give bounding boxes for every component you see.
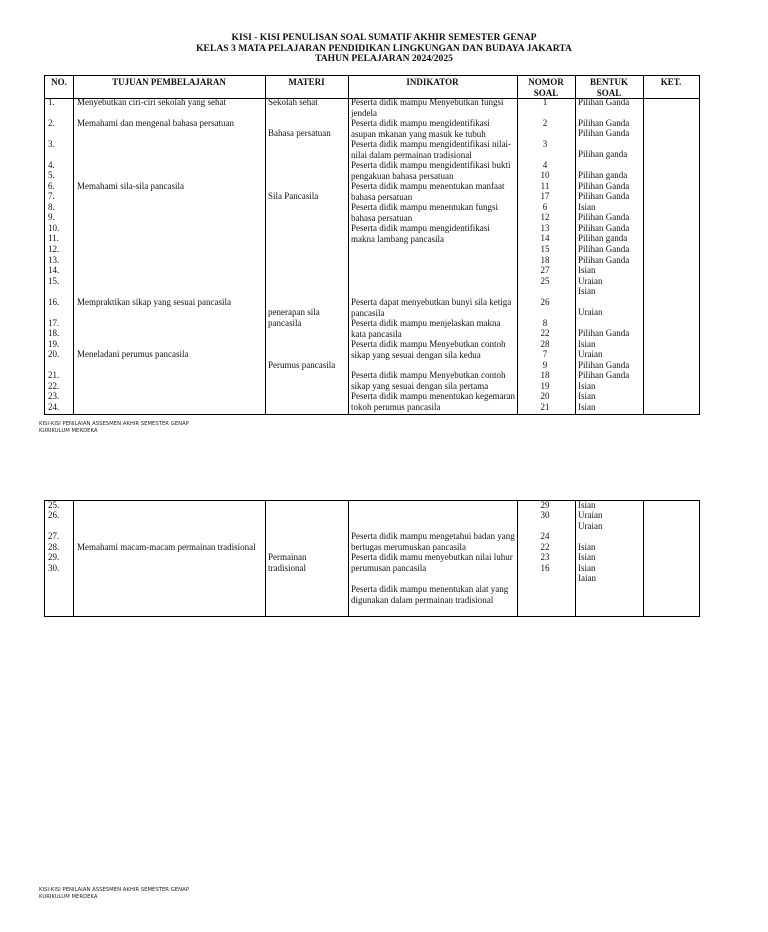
indikator-cell: Peserta didik mampu menentukan alat yang digunakan dalam permainan tradisional bbox=[351, 584, 509, 605]
column-divider bbox=[265, 76, 266, 414]
column-divider bbox=[517, 501, 518, 616]
indikator-cell: Peserta didik mampu mengidentifikasi makna lambang pancasila bbox=[351, 223, 490, 244]
nomor-soal-cell: 7 bbox=[542, 349, 548, 359]
column-divider bbox=[348, 76, 349, 414]
bentuk-soal-cell: Pilihan Ganda bbox=[578, 181, 630, 191]
nomor-soal-cell: 28 bbox=[540, 339, 550, 349]
indikator-cell: Peserta didik mampu menentukan kegemaran tokoh perumus pancasila bbox=[351, 391, 515, 412]
indikator-cell: Peserta didik mampu Menyebutkan contoh sikap yang sesuai dengan sila kedua bbox=[351, 339, 506, 360]
nomor-soal-cell: 19 bbox=[540, 381, 550, 391]
row-number: 4. bbox=[48, 160, 55, 170]
table-header bbox=[45, 76, 699, 99]
bentuk-soal-cell: Pilihan Ganda bbox=[578, 328, 630, 338]
column-divider bbox=[575, 501, 576, 616]
materi-cell: Permainan tradisional bbox=[268, 552, 307, 573]
row-number: 13. bbox=[48, 255, 60, 265]
row-number: 1. bbox=[48, 97, 55, 107]
bentuk-soal-cell: Pilihan Ganda bbox=[578, 244, 630, 254]
nomor-soal-cell: 2 bbox=[542, 118, 548, 128]
indikator-cell: Peserta dapat menyebutkan bunyi sila ketiga pancasila bbox=[351, 297, 512, 318]
bentuk-soal-cell: Isian bbox=[578, 542, 596, 552]
bentuk-soal-cell: Uraian bbox=[578, 510, 603, 520]
materi-cell: Perumus pancasila bbox=[268, 360, 336, 370]
row-number: 6. bbox=[48, 181, 55, 191]
bentuk-soal-cell: Pilihan Ganda bbox=[578, 97, 630, 107]
tujuan-cell: Memahami dan mengenal bahasa persatuan bbox=[77, 118, 234, 128]
footer-line: KISI-KISI PENILAIAN ASSESMEN AKHIR SEMESTER GENAP bbox=[39, 421, 189, 427]
row-number: 12. bbox=[48, 244, 60, 254]
bentuk-soal-cell: Pilihan Ganda bbox=[578, 118, 630, 128]
row-number: 24. bbox=[48, 402, 60, 412]
row-number: 26. bbox=[48, 510, 60, 520]
row-number: 28. bbox=[48, 542, 60, 552]
bentuk-soal-cell: Uraian bbox=[578, 276, 603, 286]
row-number: 18. bbox=[48, 328, 60, 338]
bentuk-soal-cell: Uraian bbox=[578, 307, 603, 317]
nomor-soal-cell: 10 bbox=[540, 170, 550, 180]
nomor-soal-cell: 1 bbox=[542, 97, 548, 107]
materi-cell: Bahasa persatuan bbox=[268, 128, 331, 138]
bentuk-soal-cell: Uraian bbox=[578, 521, 603, 531]
nomor-soal-cell: 22 bbox=[540, 328, 550, 338]
bentuk-soal-cell: Pilihan Ganda bbox=[578, 255, 630, 265]
row-number: 2. bbox=[48, 118, 55, 128]
column-divider bbox=[575, 76, 576, 414]
indikator-cell: Peserta didik mampu menentukan fungsi bahasa persatuan bbox=[351, 202, 498, 223]
materi-cell: penerapan sila pancasila bbox=[268, 307, 320, 328]
tujuan-cell: Menyebutkan ciri-ciri sekolah yang sehat bbox=[77, 97, 226, 107]
tujuan-cell: Memahami sila-sila pancasila bbox=[77, 181, 184, 191]
bentuk-soal-cell: Pilihan ganda bbox=[578, 233, 628, 243]
nomor-soal-cell: 13 bbox=[540, 223, 550, 233]
column-divider bbox=[517, 76, 518, 414]
nomor-soal-cell: 12 bbox=[540, 212, 550, 222]
footer-line: KURIKULUM MERDEKA bbox=[39, 428, 98, 434]
column-divider bbox=[348, 501, 349, 616]
bentuk-soal-cell: Pilihan ganda bbox=[578, 149, 628, 159]
title-line: TAHUN PELAJARAN 2024/2025 bbox=[315, 53, 453, 65]
row-number: 29. bbox=[48, 552, 60, 562]
page-footer bbox=[39, 887, 189, 901]
row-number: 11. bbox=[48, 233, 59, 243]
document-title bbox=[0, 33, 768, 65]
footer-line: KISI-KISI PENILAIAN ASSESMEN AKHIR SEMESTER GENAP bbox=[39, 887, 189, 893]
title-line: KELAS 3 MATA PELAJARAN PENDIDIKAN LINGKUNGAN DAN BUDAYA JAKARTA bbox=[196, 42, 572, 54]
row-number: 27. bbox=[48, 531, 60, 541]
header-nomor-soal: NOMOR SOAL bbox=[528, 77, 564, 98]
column-divider bbox=[643, 76, 644, 414]
row-number: 15. bbox=[48, 276, 60, 286]
bentuk-soal-cell: Isian bbox=[578, 552, 596, 562]
row-number: 21. bbox=[48, 370, 60, 380]
bentuk-soal-cell: Pilihan Ganda bbox=[578, 223, 630, 233]
nomor-soal-cell: 6 bbox=[542, 202, 548, 212]
nomor-soal-cell: 25 bbox=[540, 276, 550, 286]
header-materi: MATERI bbox=[288, 77, 325, 87]
bentuk-soal-cell: Pilihan Ganda bbox=[578, 191, 630, 201]
indikator-cell: Peserta didik mampu mengetahui badan yang bertugas merumuskan pancasila bbox=[351, 531, 515, 552]
bentuk-soal-cell: Pilihan Ganda bbox=[578, 128, 630, 138]
bentuk-soal-cell: Isian bbox=[578, 391, 596, 401]
bentuk-soal-cell: Iaian bbox=[578, 573, 596, 583]
nomor-soal-cell: 29 bbox=[540, 500, 550, 510]
bentuk-soal-cell: Isian bbox=[578, 381, 596, 391]
bentuk-soal-cell: Isian bbox=[578, 563, 596, 573]
nomor-soal-cell: 14 bbox=[540, 233, 550, 243]
materi-cell: Sekolah sehat bbox=[268, 97, 318, 107]
nomor-soal-cell: 18 bbox=[540, 255, 550, 265]
header-bentuk-soal: BENTUK SOAL bbox=[589, 77, 628, 98]
indikator-cell: Peserta didik mampu menentukan manfaat bahasa persatuan bbox=[351, 181, 505, 202]
row-number: 9. bbox=[48, 212, 55, 222]
header-tujuan: TUJUAN PEMBELAJARAN bbox=[112, 77, 226, 87]
row-number: 30. bbox=[48, 563, 60, 573]
column-divider bbox=[73, 501, 74, 616]
tujuan-cell: Mempraktikan sikap yang sesuai pancasila bbox=[77, 297, 231, 307]
nomor-soal-cell: 24 bbox=[540, 531, 550, 541]
header-no: NO. bbox=[51, 77, 67, 87]
header-indikator: INDIKATOR bbox=[406, 77, 459, 87]
bentuk-soal-cell: Pilihan ganda bbox=[578, 170, 628, 180]
nomor-soal-cell: 17 bbox=[540, 191, 550, 201]
nomor-soal-cell: 15 bbox=[540, 244, 550, 254]
nomor-soal-cell: 21 bbox=[540, 402, 550, 412]
row-number: 3. bbox=[48, 139, 55, 149]
tujuan-cell: Memahami macam-macam permainan tradisional bbox=[77, 542, 256, 552]
bentuk-soal-cell: Isian bbox=[578, 500, 596, 510]
footer-line: KURIKULUM MERDEKA bbox=[39, 894, 98, 900]
column-divider bbox=[265, 501, 266, 616]
row-number: 8. bbox=[48, 202, 55, 212]
nomor-soal-cell: 16 bbox=[540, 563, 550, 573]
row-number: 20. bbox=[48, 349, 60, 359]
indikator-cell: Peserta didik mampu Menyebutkan contoh sikap yang sesuai dengan sila pertama bbox=[351, 370, 506, 391]
row-number: 7. bbox=[48, 191, 55, 201]
nomor-soal-cell: 8 bbox=[542, 318, 548, 328]
row-number: 17. bbox=[48, 318, 60, 328]
column-divider bbox=[643, 501, 644, 616]
bentuk-soal-cell: Pilihan Ganda bbox=[578, 360, 630, 370]
nomor-soal-cell: 23 bbox=[540, 552, 550, 562]
row-number: 19. bbox=[48, 339, 60, 349]
bentuk-soal-cell: Isian bbox=[578, 265, 596, 275]
bentuk-soal-cell: Uraian bbox=[578, 349, 603, 359]
indikator-cell: Peserta didik mampu mengidentifikasi asupan mkanan yang masuk ke tubuh bbox=[351, 118, 490, 139]
row-number: 25. bbox=[48, 500, 60, 510]
materi-cell: Sila Pancasila bbox=[268, 191, 319, 201]
nomor-soal-cell: 9 bbox=[542, 360, 548, 370]
bentuk-soal-cell: Isian bbox=[578, 339, 596, 349]
title-line: KISI - KISI PENULISAN SOAL SUMATIF AKHIR SEMESTER GENAP bbox=[231, 32, 537, 43]
nomor-soal-cell: 18 bbox=[540, 370, 550, 380]
nomor-soal-cell: 4 bbox=[542, 160, 548, 170]
page-footer bbox=[39, 421, 189, 435]
indikator-cell: Peserta didik mampu mengidentifikasi nilai-nilai dalam permainan tradisional bbox=[351, 139, 511, 160]
row-number: 23. bbox=[48, 391, 60, 401]
nomor-soal-cell: 30 bbox=[540, 510, 550, 520]
nomor-soal-cell: 20 bbox=[540, 391, 550, 401]
tujuan-cell: Meneladani perumus pancasila bbox=[77, 349, 189, 359]
row-number: 22. bbox=[48, 381, 60, 391]
indikator-cell: Peserta didik mampu menjelaskan makna kata pancasila bbox=[351, 318, 501, 339]
nomor-soal-cell: 26 bbox=[540, 297, 550, 307]
nomor-soal-cell: 11 bbox=[540, 181, 550, 191]
nomor-soal-cell: 22 bbox=[540, 542, 550, 552]
bentuk-soal-cell: Isian bbox=[578, 286, 596, 296]
row-number: 5. bbox=[48, 170, 55, 180]
indikator-cell: Peserta didik mampu mengidentifikasi bukti pengakuan bahasa persatuan bbox=[351, 160, 511, 181]
bentuk-soal-cell: Isian bbox=[578, 202, 596, 212]
indikator-cell: Peserta didik mamu menyebutkan nilai luhur perumusan pancasila bbox=[351, 552, 513, 573]
nomor-soal-cell: 27 bbox=[540, 265, 550, 275]
row-number: 10. bbox=[48, 223, 60, 233]
row-number: 14. bbox=[48, 265, 60, 275]
bentuk-soal-cell: Pilihan Ganda bbox=[578, 370, 630, 380]
header-ket: KET. bbox=[660, 77, 682, 87]
bentuk-soal-cell: Pilihan Ganda bbox=[578, 212, 630, 222]
column-divider bbox=[73, 76, 74, 414]
bentuk-soal-cell: Isian bbox=[578, 402, 596, 412]
row-number: 16. bbox=[48, 297, 60, 307]
nomor-soal-cell: 3 bbox=[542, 139, 548, 149]
indikator-cell: Peserta didik mampu Menyebutkan fungsi jendela bbox=[351, 97, 504, 118]
